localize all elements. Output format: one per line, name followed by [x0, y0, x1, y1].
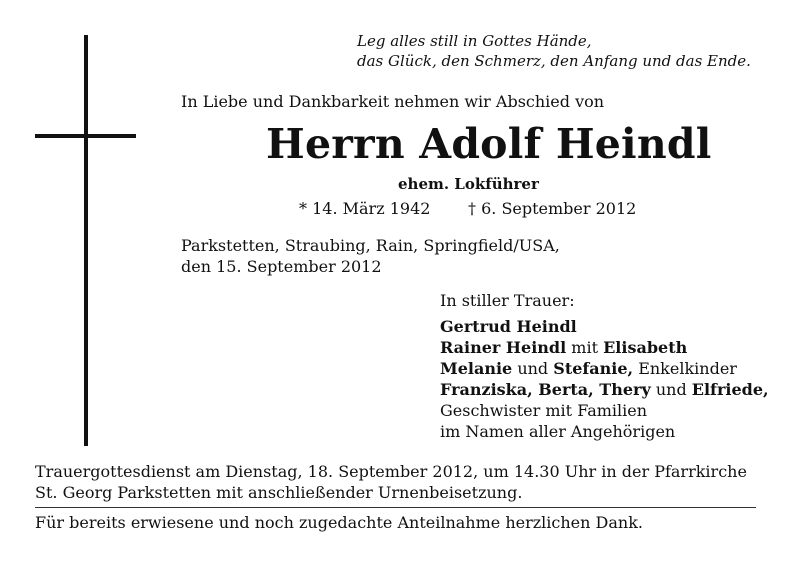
divider-rule	[35, 507, 756, 508]
mourner-conjunction: mit	[566, 338, 604, 357]
mourner-name: Elisabeth	[603, 338, 688, 357]
mourner-line-5: Geschwister mit Familien	[440, 401, 648, 420]
mourner-conjunction: und	[512, 359, 554, 378]
date-line: den 15. September 2012	[181, 257, 382, 276]
deceased-name: Herrn Adolf Heindl	[266, 120, 712, 168]
mourners-heading: In stiller Trauer:	[440, 291, 575, 310]
mourner-name: Stefanie,	[553, 359, 634, 378]
mourner-name: Rainer Heindl	[440, 338, 567, 357]
places-line: Parkstetten, Straubing, Rain, Springfield/USA,	[181, 236, 560, 255]
place-and-date	[181, 235, 560, 277]
motto-verse	[357, 31, 751, 71]
mourner-line-4	[440, 379, 769, 400]
mourner-name: Melanie	[440, 359, 513, 378]
service-line-1: Trauergottesdienst am Dienstag, 18. September 2012, um 14.30 Uhr in der Pfarrkirche	[35, 462, 747, 481]
death-date: † 6. September 2012	[468, 199, 637, 218]
mourner-line-3	[440, 358, 769, 379]
cross-horizontal-bar	[35, 134, 136, 138]
thanks-note: Für bereits erwiesene und noch zugedachte Anteilnahme herzlichen Dank.	[35, 513, 643, 532]
mourners-block	[440, 290, 769, 442]
deceased-occupation: ehem. Lokführer	[398, 175, 539, 193]
birth-date: * 14. März 1942	[299, 199, 431, 218]
mourner-name: Franziska, Berta, Thery	[440, 380, 651, 399]
cross-vertical-bar	[84, 35, 88, 446]
funeral-service-notice	[35, 461, 747, 503]
mourner-line-6: im Namen aller Angehörigen	[440, 422, 676, 441]
intro-text: In Liebe und Dankbarkeit nehmen wir Abschied von	[181, 92, 605, 111]
mourner-name: Elfriede,	[691, 380, 769, 399]
mourner-line-1	[440, 316, 769, 337]
mourner-name: Gertrud Heindl	[440, 317, 577, 336]
mourner-line-2	[440, 337, 769, 358]
mourner-relation: Enkelkinder	[633, 359, 737, 378]
mourner-conjunction: und	[650, 380, 692, 399]
motto-line-1: Leg alles still in Gottes Hände,	[357, 32, 592, 50]
motto-line-2: das Glück, den Schmerz, den Anfang und das Ende.	[357, 52, 751, 70]
service-line-2: St. Georg Parkstetten mit anschließender Urnenbeisetzung.	[35, 483, 523, 502]
